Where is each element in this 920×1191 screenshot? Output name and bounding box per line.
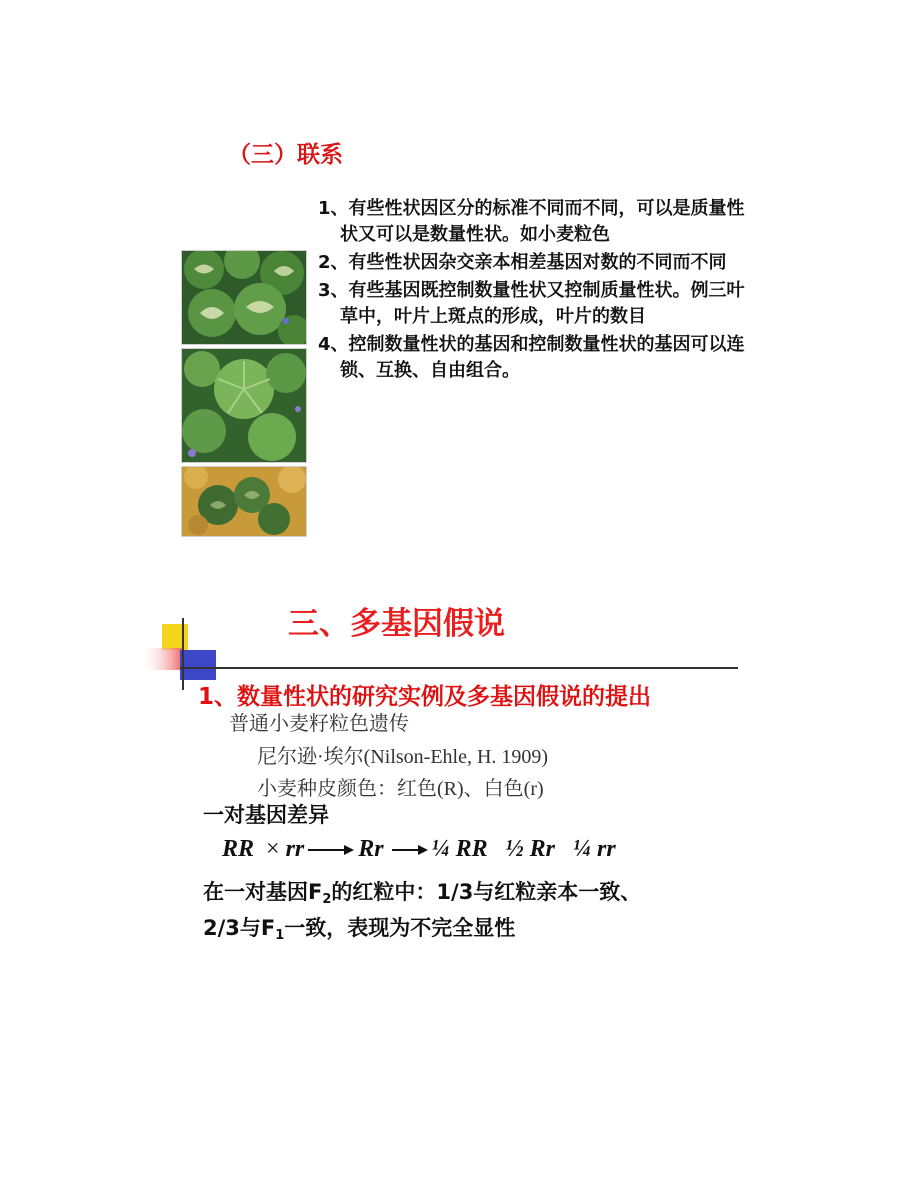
cross-formula <box>222 836 616 863</box>
conclusion-2-part-a: 2/3与F <box>203 916 276 940</box>
conclusion-1-subscript: 2 <box>322 892 332 907</box>
conclusion-2-subscript: 1 <box>275 928 285 943</box>
title-rule <box>180 667 738 669</box>
section-title: （三）联系 <box>228 142 343 168</box>
conclusion-line-1 <box>203 876 641 907</box>
f1-genotype: Rr <box>358 836 384 862</box>
conclusion-1-part-b: 的红粒中：1/3与红粒亲本一致、 <box>331 880 642 904</box>
seed-coat-color-line: 小麦种皮颜色：红色(R)、白色(r) <box>257 778 544 800</box>
list-item: 2、有些性状因杂交亲本相差基因对数的不同而不同 <box>318 252 727 273</box>
list-item: 1、有些性状因区分的标准不同而不同，可以是质量性状又可以是数量性状。如小麦粒色 <box>318 198 745 245</box>
conclusion-line-2 <box>203 912 515 943</box>
parent-rr-dominant: RR <box>222 836 255 862</box>
list-item: 4、控制数量性状的基因和控制数量性状的基因可以连锁、互换、自由组合。 <box>318 334 745 381</box>
arrow-icon <box>308 843 354 857</box>
slide-subtitle: 1、数量性状的研究实例及多基因假说的提出 <box>198 684 652 710</box>
conclusion-1-part-a: 在一对基因F <box>203 880 323 904</box>
parent-rr-recessive: rr <box>285 836 305 862</box>
wheat-grain-color-line: 普通小麦籽粒色遗传 <box>229 713 409 735</box>
clover-photo-3 <box>181 466 307 537</box>
f2-genotype-rr-recessive: ¼ rr <box>572 836 616 862</box>
conclusion-2-part-b: 一致，表现为不完全显性 <box>284 916 516 940</box>
researcher-line: 尼尔逊·埃尔(Nilson-Ehle, H. 1909) <box>257 746 549 768</box>
arrow-icon <box>388 843 428 857</box>
cross-symbol: × <box>266 836 280 862</box>
f2-genotype-rr-dominant: ¼ RR <box>431 836 488 862</box>
list-item: 3、有些基因既控制数量性状又控制质量性状。例三叶草中，叶片上斑点的形成，叶片的数目 <box>318 280 745 327</box>
one-gene-difference-label: 一对基因差异 <box>203 803 329 827</box>
f2-genotype-heterozygous: ½ Rr <box>505 836 555 862</box>
clover-photo-2 <box>181 348 307 463</box>
clover-photo-1 <box>181 250 307 345</box>
point-list <box>318 196 758 386</box>
slide-title: 三、多基因假说 <box>288 606 505 642</box>
